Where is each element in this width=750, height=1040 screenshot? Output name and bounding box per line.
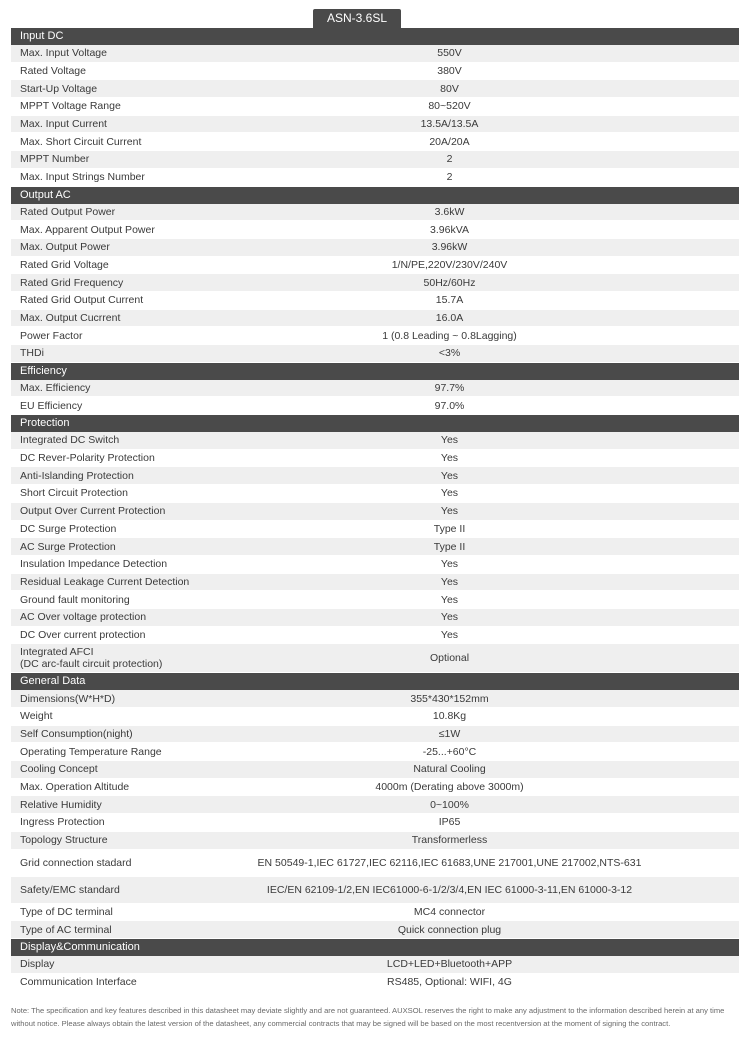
spec-value: 20A/20A <box>429 135 470 148</box>
spec-label: Start-Up Voltage <box>20 82 98 95</box>
spec-value: 2 <box>446 171 453 184</box>
spec-value: Yes <box>440 558 459 571</box>
spec-row <box>11 956 739 974</box>
spec-row <box>11 627 739 645</box>
spec-value: EN 50549-1,IEC 61727,IEC 62116,IEC 61683,UNE 217001,UNE 217002,NTS-631 <box>257 856 642 869</box>
spec-row <box>11 591 739 609</box>
spec-row <box>11 796 739 814</box>
section-header: General Data <box>11 673 739 690</box>
spec-value: 355*430*152mm <box>410 692 489 705</box>
spec-row <box>11 98 739 116</box>
spec-row <box>11 257 739 275</box>
spec-value: Yes <box>440 575 459 588</box>
spec-row <box>11 814 739 832</box>
spec-row <box>11 292 739 310</box>
spec-value: Yes <box>440 487 459 500</box>
spec-label: DC Surge Protection <box>20 522 117 535</box>
spec-label: Short Circuit Protection <box>20 487 128 500</box>
disclaimer-note: Note: The specification and key features described in this datasheet may deviate slightly and are not guaranteed. AUXSOL reserves the right to make any adjustment to the information described herein at any time without notice. Please always obtain the latest version of the datasheet, any commercial contracts that may be signed will be based on the most recentversion at the moment of signing the contract. <box>11 1006 725 1028</box>
spec-row <box>11 574 739 592</box>
spec-value: Type II <box>433 540 466 553</box>
spec-label: Max. Short Circuit Current <box>20 135 142 148</box>
spec-label: MPPT Voltage Range <box>20 100 121 113</box>
spec-row <box>11 609 739 627</box>
spec-row <box>11 80 739 98</box>
spec-label: Cooling Concept <box>20 763 98 776</box>
section-header: Input DC <box>11 28 739 45</box>
spec-label: Insulation Impedance Detection <box>20 558 168 571</box>
spec-value: Type II <box>433 522 466 535</box>
spec-row <box>11 921 739 939</box>
spec-row <box>11 397 739 415</box>
spec-label: Power Factor <box>20 329 83 342</box>
spec-label: Rated Voltage <box>20 65 86 78</box>
spec-row <box>11 904 739 922</box>
spec-label: Grid connection stadard <box>20 856 132 869</box>
spec-table <box>11 28 739 991</box>
spec-row <box>11 726 739 744</box>
spec-label: Type of DC terminal <box>20 905 113 918</box>
section-header: Protection <box>11 415 739 432</box>
spec-label: EU Efficiency <box>20 399 83 412</box>
spec-row <box>11 521 739 539</box>
spec-value: Yes <box>440 469 459 482</box>
spec-value: Yes <box>440 452 459 465</box>
spec-row <box>11 310 739 328</box>
spec-row <box>11 327 739 345</box>
spec-value: 4000m (Derating above 3000m) <box>375 781 524 794</box>
spec-label: Max. Input Current <box>20 118 107 131</box>
spec-label: Topology Structure <box>20 834 108 847</box>
spec-value: 97.7% <box>434 382 465 395</box>
spec-value: 3.96kVA <box>430 223 469 236</box>
spec-value: Optional <box>429 652 470 665</box>
spec-label: Ground fault monitoring <box>20 593 130 606</box>
spec-value: -25...+60°C <box>422 745 477 758</box>
spec-value: IEC/EN 62109-1/2,EN IEC61000-6-1/2/3/4,EN IEC 61000-3-11,EN 61000-3-12 <box>266 883 633 896</box>
spec-row <box>11 380 739 398</box>
spec-label: Display <box>20 958 55 971</box>
spec-row <box>11 450 739 468</box>
spec-row <box>11 45 739 63</box>
spec-value: Yes <box>440 628 459 641</box>
spec-row <box>11 538 739 556</box>
spec-value: 0~100% <box>430 798 469 811</box>
spec-value: MC4 connector <box>413 905 486 918</box>
spec-value: 16.0A <box>435 311 464 324</box>
spec-value: 1/N/PE,220V/230V/240V <box>391 258 508 271</box>
spec-row <box>11 644 739 673</box>
spec-value: 15.7A <box>435 294 464 307</box>
spec-row <box>11 779 739 797</box>
spec-row <box>11 151 739 169</box>
spec-label: Rated Grid Output Current <box>20 294 144 307</box>
spec-row <box>11 485 739 503</box>
section-header: Efficiency <box>11 363 739 380</box>
spec-label: Integrated DC Switch <box>20 434 120 447</box>
spec-label: MPPT Number <box>20 153 90 166</box>
spec-label: Max. Input Strings Number <box>20 171 145 184</box>
spec-value: 97.0% <box>434 399 465 412</box>
spec-row <box>11 432 739 450</box>
spec-row <box>11 133 739 151</box>
spec-value: 380V <box>437 65 462 78</box>
spec-row <box>11 832 739 850</box>
spec-row <box>11 274 739 292</box>
spec-value: 80V <box>440 82 459 95</box>
spec-value: RS485, Optional: WIFI, 4G <box>387 975 512 988</box>
spec-row <box>11 850 739 877</box>
spec-label: Residual Leakage Current Detection <box>20 575 190 588</box>
spec-row <box>11 204 739 222</box>
spec-label: AC Over voltage protection <box>20 611 147 624</box>
spec-label: AC Surge Protection <box>20 540 116 553</box>
spec-value: 50Hz/60Hz <box>423 276 476 289</box>
spec-value: Yes <box>440 434 459 447</box>
spec-label: DC Rever-Polarity Protection <box>20 452 155 465</box>
spec-value: 80~520V <box>428 100 471 113</box>
spec-label: Max. Efficiency <box>20 382 91 395</box>
section-header: Display&Communication <box>11 939 739 956</box>
spec-value: 3.96kW <box>431 241 468 254</box>
spec-row <box>11 221 739 239</box>
spec-value: Transformerless <box>411 834 488 847</box>
spec-label: Relative Humidity <box>20 798 102 811</box>
spec-value: Natural Cooling <box>413 763 486 776</box>
spec-label: Max. Output Power <box>20 241 110 254</box>
spec-label: Operating Temperature Range <box>20 745 162 758</box>
spec-label: Dimensions(W*H*D) <box>20 692 116 705</box>
spec-value: Yes <box>440 611 459 624</box>
spec-label: Communication Interface <box>20 975 137 988</box>
spec-row <box>11 761 739 779</box>
spec-row <box>11 63 739 81</box>
spec-value: LCD+LED+Bluetooth+APP <box>386 958 513 971</box>
spec-label: Weight <box>20 710 53 723</box>
spec-label: Max. Input Voltage <box>20 47 107 60</box>
spec-label: Output Over Current Protection <box>20 505 166 518</box>
spec-row <box>11 690 739 708</box>
spec-row <box>11 169 739 187</box>
spec-value: 10.8Kg <box>432 710 467 723</box>
spec-row <box>11 556 739 574</box>
spec-row <box>11 467 739 485</box>
spec-value: IP65 <box>438 816 461 829</box>
spec-value: 13.5A/13.5A <box>420 118 479 131</box>
spec-value: Yes <box>440 593 459 606</box>
spec-row <box>11 708 739 726</box>
spec-row <box>11 116 739 134</box>
spec-label: Type of AC terminal <box>20 923 112 936</box>
spec-label: THDi <box>20 347 44 360</box>
spec-row <box>11 877 739 904</box>
spec-label: Rated Output Power <box>20 205 116 218</box>
spec-label: Max. Operation Altitude <box>20 781 130 794</box>
model-name-tab: ASN-3.6SL <box>313 9 401 28</box>
spec-label: DC Over current protection <box>20 628 146 641</box>
spec-value: <3% <box>438 347 461 360</box>
spec-label: Ingress Protection <box>20 816 105 829</box>
spec-value: ≤1W <box>438 728 461 741</box>
spec-label: Self Consumption(night) <box>20 728 133 741</box>
spec-row <box>11 345 739 363</box>
spec-label: Safety/EMC standard <box>20 883 120 896</box>
spec-value: 2 <box>446 153 453 166</box>
spec-label: Rated Grid Voltage <box>20 258 109 271</box>
spec-row <box>11 503 739 521</box>
spec-label: Max. Apparent Output Power <box>20 223 155 236</box>
spec-label: Max. Output Cucrrent <box>20 311 121 324</box>
spec-row <box>11 974 739 992</box>
spec-value: 3.6kW <box>434 205 465 218</box>
section-header: Output AC <box>11 187 739 204</box>
spec-value: 1 (0.8 Leading ~ 0.8Lagging) <box>382 329 517 342</box>
spec-label: Anti-Islanding Protection <box>20 469 134 482</box>
spec-row <box>11 239 739 257</box>
spec-row <box>11 743 739 761</box>
spec-label: Rated Grid Frequency <box>20 276 124 289</box>
spec-value: Quick connection plug <box>397 923 502 936</box>
spec-value: 550V <box>437 47 462 60</box>
spec-label: Integrated AFCI (DC arc-fault circuit protection) <box>20 646 163 671</box>
spec-value: Yes <box>440 505 459 518</box>
